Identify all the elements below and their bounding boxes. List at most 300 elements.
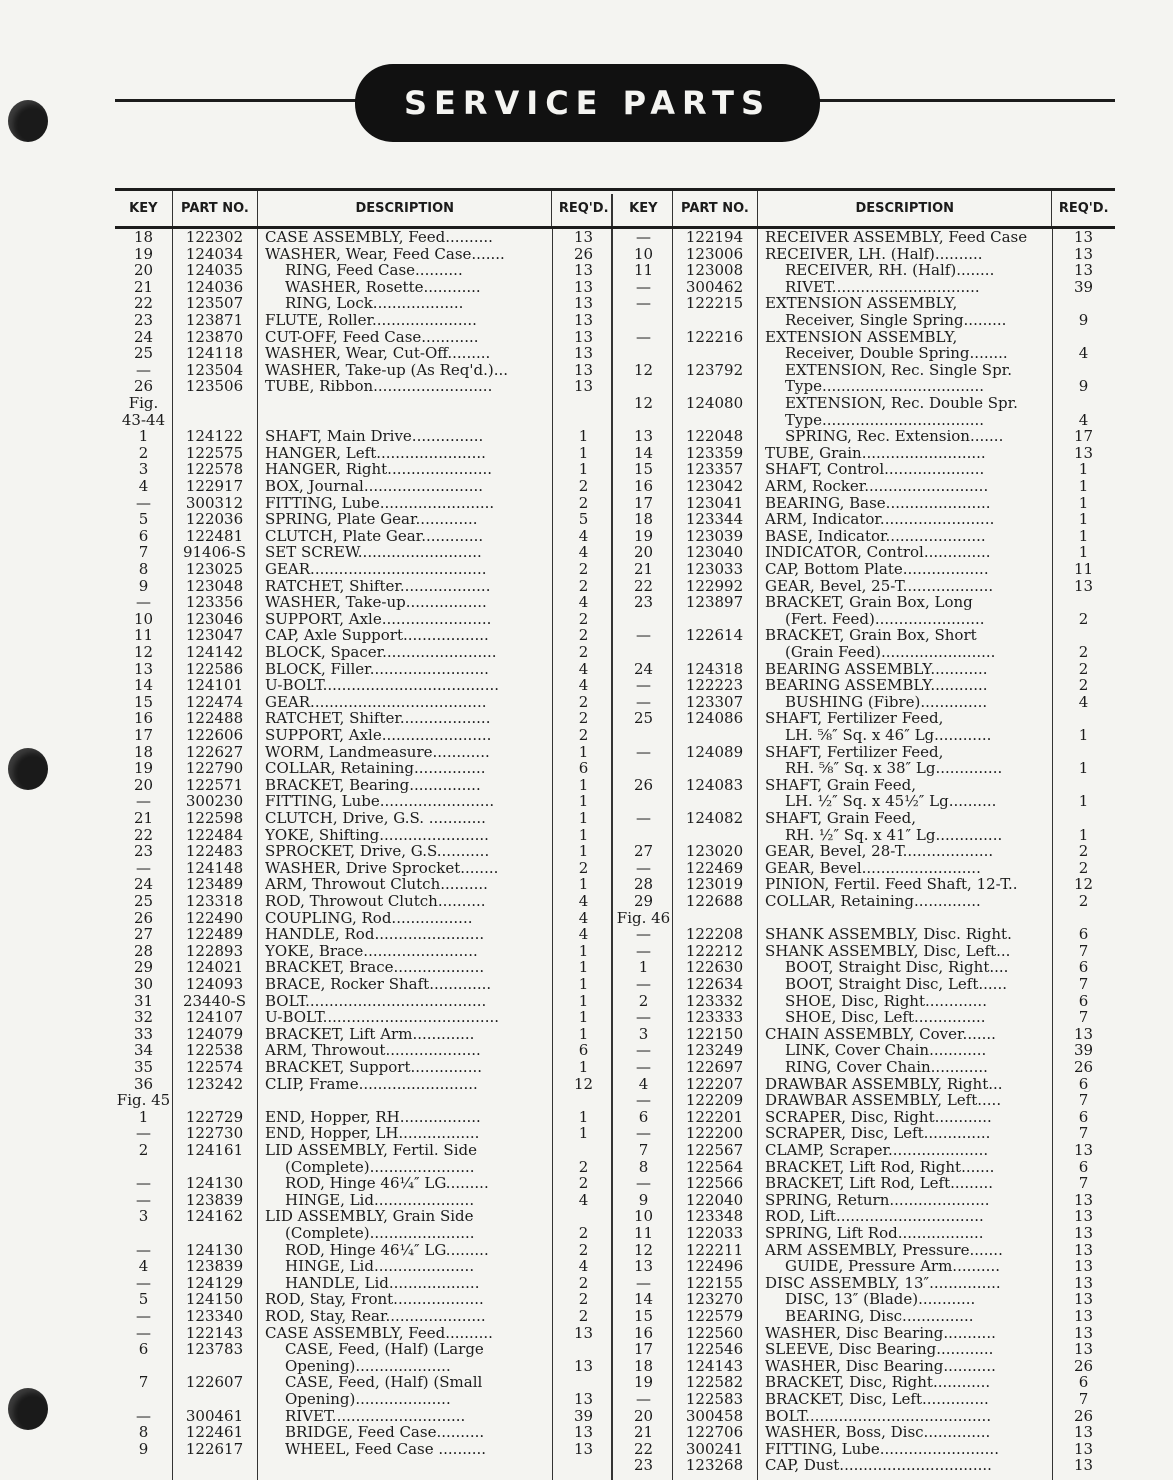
quantity-required: 13 (1073, 1142, 1094, 1159)
part-description: BOLT...................................... (265, 992, 487, 1010)
part-number: 124086 (685, 710, 744, 728)
part-number: 123839 (185, 1191, 244, 1209)
quantity-required: 9 (1078, 312, 1089, 329)
quantity-required: 1 (578, 876, 589, 894)
part-key: — (136, 859, 151, 877)
part-key: 9 (138, 577, 149, 595)
part-number: 122627 (185, 743, 244, 761)
part-description: BRACKET, Grain Box, Long (765, 594, 973, 612)
quantity-required: 2 (1078, 843, 1089, 861)
part-description: Opening).................... (285, 1357, 451, 1375)
part-number: 122893 (185, 942, 244, 960)
part-key: 3 (138, 1208, 149, 1226)
quantity-required: 1 (578, 428, 589, 446)
part-number: 123039 (685, 527, 744, 545)
part-key: 16 (633, 1324, 654, 1342)
quantity-required: 1 (578, 1009, 589, 1027)
table-row (615, 1358, 1115, 1375)
part-key: 29 (633, 893, 654, 910)
part-description: BEARING ASSEMBLY............ (765, 677, 988, 695)
quantity-required: 6 (1078, 1075, 1089, 1093)
part-description: BASE, Indicator..................... (765, 527, 986, 545)
table-row (115, 1374, 615, 1391)
table-row (615, 893, 1115, 910)
table-row (115, 594, 615, 611)
table-header (115, 188, 615, 229)
quantity-required: 13 (1073, 1025, 1094, 1043)
part-number: 123359 (685, 444, 744, 462)
part-key: 19 (633, 527, 654, 545)
quantity-required: 2 (1078, 660, 1089, 678)
part-description: BRACE, Rocker Shaft............. (265, 976, 492, 993)
part-description: SCRAPER, Disc, Right............ (765, 1108, 992, 1126)
table-row (115, 976, 615, 993)
part-number: 300458 (685, 1407, 744, 1425)
quantity-required: 13 (1073, 577, 1094, 595)
part-key: 26 (633, 776, 654, 794)
part-number: 122216 (685, 328, 744, 346)
part-number: 123333 (685, 1009, 744, 1027)
table-row (115, 345, 615, 362)
quantity-required: 13 (1073, 245, 1094, 263)
part-number: 123870 (185, 328, 244, 346)
part-number: 122209 (685, 1092, 744, 1110)
part-description: SPRING, Plate Gear............. (265, 511, 478, 529)
table-row (115, 528, 615, 545)
part-key: 15 (633, 461, 654, 479)
quantity-required: 13 (573, 378, 594, 396)
part-key: — (636, 859, 651, 877)
part-description: SHANK ASSEMBLY, Disc. Right. (765, 926, 1012, 944)
part-number: 123504 (185, 361, 244, 379)
table-row (115, 793, 615, 810)
quantity-required: 13 (573, 1424, 594, 1442)
table-row (115, 561, 615, 578)
part-number: 122571 (185, 776, 244, 794)
part-number: 124079 (185, 1025, 244, 1043)
table-row (615, 1125, 1115, 1142)
part-key: 4 (138, 1258, 149, 1276)
quantity-required: 13 (1073, 1424, 1094, 1442)
table-row (115, 1408, 615, 1425)
table-row (115, 1026, 615, 1043)
part-key: 12 (633, 395, 654, 412)
part-description: EXTENSION ASSEMBLY, (765, 295, 958, 313)
part-number: 123507 (185, 295, 244, 313)
part-description: GEAR..................................... (265, 561, 487, 578)
part-key: 12 (633, 1241, 654, 1259)
part-number: 122212 (685, 942, 744, 960)
quantity-required: 2 (578, 610, 589, 628)
part-description: RING, Cover Chain............ (785, 1059, 988, 1076)
part-description: BRACKET, Lift Rod, Right....... (765, 1158, 995, 1176)
part-description: RATCHET, Shifter................... (265, 577, 491, 595)
part-key: 20 (133, 262, 154, 280)
part-key: — (636, 1009, 651, 1027)
part-key: 2 (638, 992, 649, 1010)
part-description: RECEIVER ASSEMBLY, Feed Case (765, 229, 1028, 246)
part-description: U-BOLT..................................... (265, 1009, 500, 1027)
quantity-required: 13 (573, 262, 594, 280)
part-description: BRACKET, Bearing............... (265, 776, 481, 794)
part-key: 13 (133, 660, 154, 678)
part-description: WASHER, Disc Bearing........... (765, 1324, 996, 1342)
table-row (115, 727, 615, 744)
part-description: WASHER, Boss, Disc.............. (765, 1424, 991, 1442)
part-number: 124130 (185, 1175, 244, 1193)
part-description: BEARING, Base...................... (765, 494, 991, 512)
part-description: BEARING, Disc............... (785, 1308, 974, 1325)
part-number: 122036 (185, 511, 244, 529)
table-row (115, 1358, 615, 1375)
part-number: 122583 (685, 1391, 744, 1408)
part-key: 4 (138, 478, 149, 495)
quantity-required: 1 (578, 1125, 589, 1143)
part-key: 19 (133, 245, 154, 263)
table-row (615, 1109, 1115, 1126)
part-key: 5 (138, 1291, 149, 1309)
table-row (615, 1042, 1115, 1059)
header-part-no: PART NO. (172, 191, 257, 226)
table-row (115, 1441, 615, 1458)
page-title: SERVICE PARTS (403, 84, 772, 122)
part-key: 35 (133, 1059, 154, 1076)
quantity-required: 1 (578, 793, 589, 811)
quantity-required: 13 (1073, 1258, 1094, 1276)
part-key: — (136, 793, 151, 811)
part-number: 123506 (185, 378, 244, 396)
part-description: ARM, Throwout Clutch.......... (265, 876, 488, 894)
part-key: 10 (633, 1208, 654, 1226)
part-key: 3 (138, 461, 149, 479)
part-key: 12 (133, 644, 154, 661)
part-number: 124129 (185, 1274, 244, 1292)
part-description: BRACKET, Lift Rod, Left......... (765, 1175, 994, 1193)
part-description: SHAFT, Fertilizer Feed, (765, 743, 944, 761)
quantity-required: 12 (1073, 876, 1094, 894)
table-row (115, 644, 615, 661)
part-number: 91406-S (182, 544, 247, 562)
part-number: 124036 (185, 278, 244, 296)
part-key: — (136, 1175, 151, 1193)
part-description: COLLAR, Retaining.............. (765, 893, 981, 910)
part-description: BRACKET, Disc, Left.............. (765, 1391, 989, 1408)
part-description: Receiver, Double Spring........ (785, 345, 1008, 363)
table-row (615, 279, 1115, 296)
table-row (115, 511, 615, 528)
quantity-required: 4 (578, 893, 589, 910)
part-description: BOOT, Straight Disc, Right.... (785, 959, 1009, 977)
quantity-required: 1 (1078, 760, 1089, 778)
table-row (115, 1125, 615, 1142)
quantity-required: 2 (1078, 893, 1089, 910)
table-header (615, 188, 1115, 229)
table-row (615, 943, 1115, 960)
quantity-required: 26 (1073, 1407, 1094, 1425)
quantity-required: 2 (578, 577, 589, 595)
table-row (615, 229, 1115, 246)
part-number: 122560 (685, 1324, 744, 1342)
part-number: 123340 (185, 1308, 244, 1325)
part-key: 17 (633, 494, 654, 512)
part-description: (Complete)...................... (285, 1158, 475, 1176)
part-description: BRACKET, Disc, Right............ (765, 1374, 991, 1392)
quantity-required: 13 (1073, 1225, 1094, 1242)
part-key: 16 (633, 478, 654, 495)
part-key: 34 (133, 1042, 154, 1060)
quantity-required: 39 (573, 1407, 594, 1425)
part-description: SHAFT, Control..................... (765, 461, 985, 479)
quantity-required: 2 (578, 1225, 589, 1242)
part-key: 24 (133, 876, 154, 894)
part-key: 32 (133, 1009, 154, 1027)
part-key: — (636, 1059, 651, 1076)
table-row (115, 993, 615, 1010)
part-key: 21 (133, 810, 154, 827)
part-description: BUSHING (Fibre).............. (785, 693, 988, 711)
table-row (615, 561, 1115, 578)
quantity-required: 13 (573, 295, 594, 313)
table-row (115, 1076, 615, 1093)
table-row (615, 1192, 1115, 1209)
part-key: 33 (133, 1025, 154, 1043)
table-row (615, 661, 1115, 678)
quantity-required: 13 (1073, 229, 1094, 246)
part-key: — (136, 361, 151, 379)
quantity-required: 1 (578, 992, 589, 1010)
part-number: 122578 (185, 461, 244, 479)
part-key: 24 (133, 328, 154, 346)
quantity-required: 1 (578, 976, 589, 993)
table-row (115, 959, 615, 976)
quantity-required: 4 (578, 909, 589, 927)
quantity-required: 2 (578, 478, 589, 495)
table-row (115, 279, 615, 296)
part-description: RING, Lock................... (285, 295, 464, 313)
part-key: — (136, 594, 151, 612)
quantity-required: 2 (1078, 859, 1089, 877)
part-number: 124089 (685, 743, 744, 761)
part-description: SET SCREW.......................... (265, 544, 482, 562)
part-description: GEAR..................................... (265, 693, 487, 711)
part-number: 122215 (685, 295, 744, 313)
part-description: SLEEVE, Disc Bearing............ (765, 1341, 994, 1359)
table-row (115, 1109, 615, 1126)
part-number: 122598 (185, 810, 244, 827)
part-key: Fig. (128, 395, 159, 412)
part-number: 122155 (685, 1274, 744, 1292)
part-description: INDICATOR, Control.............. (765, 544, 991, 562)
table-row (615, 1026, 1115, 1043)
part-description: SHANK ASSEMBLY, Disc, Left... (765, 942, 1011, 960)
part-description: BOLT....................................... (765, 1407, 992, 1425)
quantity-required: 26 (573, 245, 594, 263)
part-key: 20 (133, 776, 154, 794)
quantity-required: 13 (573, 328, 594, 346)
table-row (115, 1042, 615, 1059)
quantity-required: 7 (1078, 1125, 1089, 1143)
part-key: — (636, 1042, 651, 1060)
table-row (115, 378, 615, 395)
part-description: HINGE, Lid..................... (285, 1258, 475, 1276)
part-description: WORM, Landmeasure............ (265, 743, 490, 761)
part-number: 123871 (185, 312, 244, 329)
part-description: RH. ½″ Sq. x 41″ Lg.............. (785, 826, 1003, 844)
part-description: RING, Feed Case.......... (285, 262, 463, 280)
part-description: SUPPORT, Axle....................... (265, 727, 492, 744)
part-number: 122200 (685, 1125, 744, 1143)
quantity-required: 13 (1073, 1274, 1094, 1292)
part-description: YOKE, Brace........................ (265, 942, 478, 960)
part-key: 17 (633, 1341, 654, 1359)
quantity-required: 2 (578, 644, 589, 661)
table-row (615, 1341, 1115, 1358)
table-row (115, 395, 615, 412)
part-key: — (636, 926, 651, 944)
part-key: 19 (133, 760, 154, 778)
quantity-required: 13 (1073, 1324, 1094, 1342)
quantity-required: 39 (1073, 278, 1094, 296)
quantity-required: 12 (573, 1075, 594, 1093)
part-number: 124082 (685, 810, 744, 827)
part-number: 124162 (185, 1208, 244, 1226)
quantity-required: 26 (1073, 1059, 1094, 1076)
part-description: ROD, Stay, Rear..................... (265, 1308, 486, 1325)
part-number: 123489 (185, 876, 244, 894)
quantity-required: 13 (573, 278, 594, 296)
part-number: 123783 (185, 1341, 244, 1359)
part-description: DRAWBAR ASSEMBLY, Right... (765, 1075, 1003, 1093)
part-key: — (636, 976, 651, 993)
quantity-required: 6 (578, 760, 589, 778)
table-row (115, 1175, 615, 1192)
part-key: — (636, 1092, 651, 1110)
quantity-required: 4 (578, 677, 589, 695)
part-key: 6 (138, 527, 149, 545)
part-key: 6 (638, 1108, 649, 1126)
part-number: 122223 (685, 677, 744, 695)
table-row (115, 412, 615, 429)
part-description: BEARING ASSEMBLY............ (765, 660, 988, 678)
part-description: BRIDGE, Feed Case.......... (285, 1424, 485, 1442)
part-number: 122150 (685, 1025, 744, 1043)
table-row (615, 329, 1115, 346)
part-number: 124101 (185, 677, 244, 695)
part-number: 23440-S (182, 992, 247, 1010)
table-row (615, 993, 1115, 1010)
part-description: ARM, Throwout.................... (265, 1042, 481, 1060)
part-key: — (136, 1308, 151, 1325)
quantity-required: 13 (1073, 1241, 1094, 1259)
part-key: 8 (138, 561, 149, 578)
table-row (115, 1258, 615, 1275)
part-description: FITTING, Lube........................ (265, 793, 495, 811)
part-description: SPRING, Lift Rod.................. (765, 1225, 984, 1242)
part-number: 123318 (185, 893, 244, 910)
table-row (615, 976, 1115, 993)
table-row (615, 578, 1115, 595)
part-description: WASHER, Take-up (As Req'd.)... (265, 361, 509, 379)
table-row (115, 627, 615, 644)
part-number: 123268 (685, 1457, 744, 1475)
quantity-required: 13 (1073, 262, 1094, 280)
quantity-required: 1 (1078, 478, 1089, 495)
quantity-required: 1 (1078, 544, 1089, 562)
table-row (615, 1441, 1115, 1458)
table-row (115, 926, 615, 943)
quantity-required: 1 (578, 461, 589, 479)
table-row (115, 1275, 615, 1292)
part-description: RATCHET, Shifter................... (265, 710, 491, 728)
table-row (115, 1291, 615, 1308)
quantity-required: 1 (1078, 511, 1089, 529)
table-row (115, 428, 615, 445)
part-description: LH. ½″ Sq. x 45½″ Lg.......... (785, 793, 997, 811)
quantity-required: 2 (1078, 610, 1089, 628)
table-row (615, 876, 1115, 893)
table-row (115, 1009, 615, 1026)
part-description: ARM, Indicator........................ (765, 511, 995, 529)
part-key: 20 (633, 1407, 654, 1425)
table-row (615, 345, 1115, 362)
part-number: 124130 (185, 1241, 244, 1259)
quantity-required: 2 (1078, 644, 1089, 661)
quantity-required: 11 (1073, 561, 1094, 578)
part-number: 122194 (685, 229, 744, 246)
table-row (115, 777, 615, 794)
table-row (615, 694, 1115, 711)
part-key: 25 (133, 345, 154, 363)
quantity-required: 4 (578, 1258, 589, 1276)
table-row (615, 910, 1115, 927)
part-description: DRAWBAR ASSEMBLY, Left..... (765, 1092, 1002, 1110)
table-row (115, 843, 615, 860)
part-description: LID ASSEMBLY, Grain Side (265, 1208, 474, 1226)
table-row (615, 511, 1115, 528)
part-key: — (636, 627, 651, 645)
table-row (615, 827, 1115, 844)
part-number: 124118 (185, 345, 244, 363)
part-description: HANGER, Right...................... (265, 461, 493, 479)
part-key: 24 (633, 660, 654, 678)
table-row (615, 1142, 1115, 1159)
part-key: 23 (133, 312, 154, 329)
part-key: — (636, 229, 651, 246)
part-number: 124034 (185, 245, 244, 263)
part-description: CASE, Feed, (Half) (Large (285, 1341, 484, 1359)
quantity-required: 2 (578, 859, 589, 877)
part-description: SHOE, Disc, Left............... (785, 1009, 986, 1027)
part-description: SPRING, Rec. Extension....... (785, 428, 1004, 446)
table-body (615, 229, 1115, 1480)
binder-hole-middle (8, 748, 48, 790)
part-description: EXTENSION ASSEMBLY, (765, 328, 958, 346)
part-description: Type.................................. (785, 411, 985, 429)
quantity-required: 13 (573, 1391, 594, 1408)
quantity-required: 2 (578, 1158, 589, 1176)
part-key: 3 (638, 1025, 649, 1043)
part-number: 122474 (185, 693, 244, 711)
part-number: 123897 (685, 594, 744, 612)
part-number: 124150 (185, 1291, 244, 1309)
part-key: 22 (633, 577, 654, 595)
table-row (115, 445, 615, 462)
part-key: 14 (133, 677, 154, 695)
quantity-required: 2 (578, 1291, 589, 1309)
part-description: CLIP, Frame......................... (265, 1075, 478, 1093)
part-key: 8 (638, 1158, 649, 1176)
part-number: 122607 (185, 1374, 244, 1392)
